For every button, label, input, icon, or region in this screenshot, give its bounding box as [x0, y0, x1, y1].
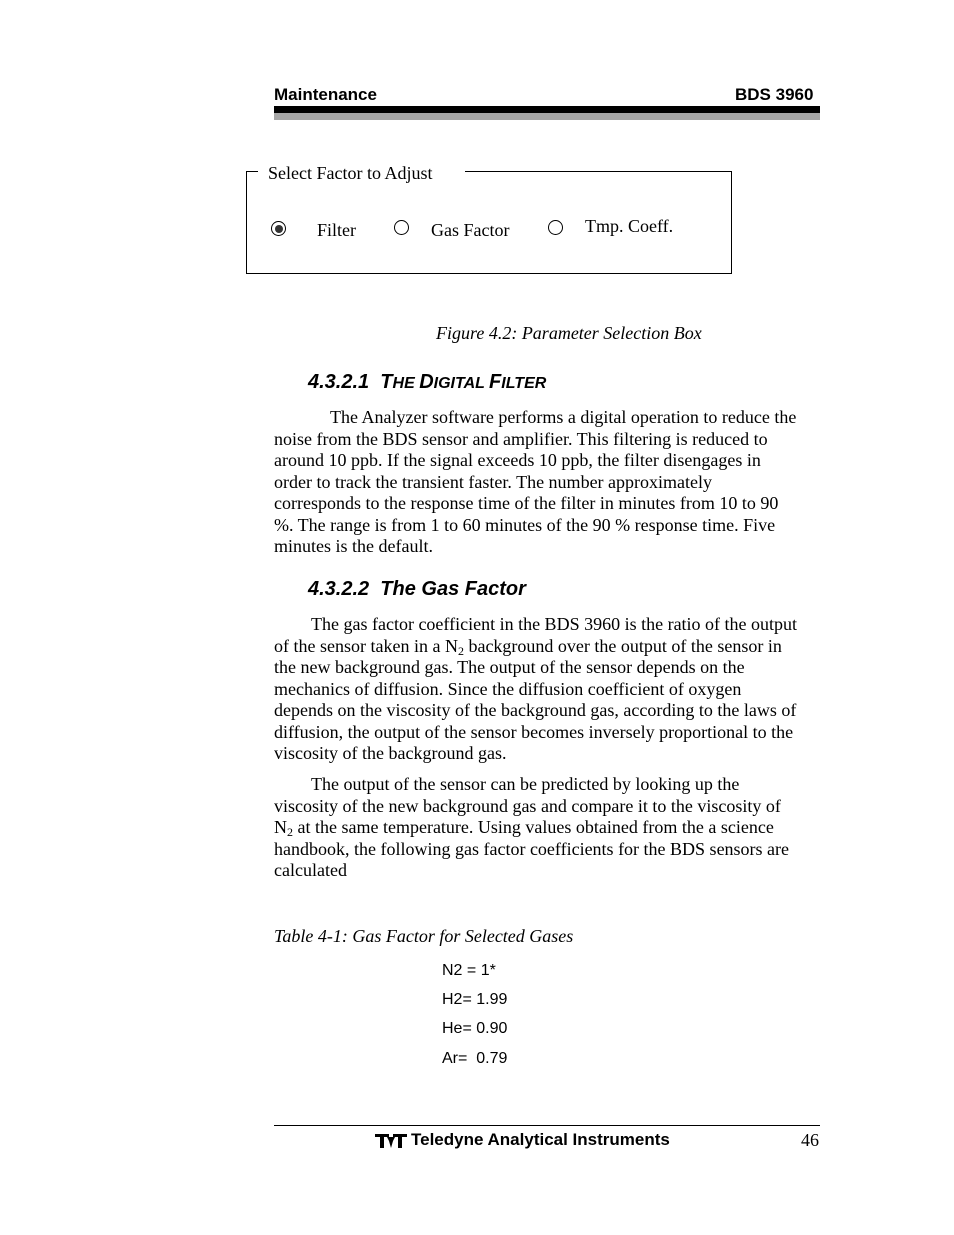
heading-part: D: [419, 371, 434, 393]
paragraph-line: depends on the viscosity of the background gas, according to the laws of: [274, 700, 797, 720]
paragraph-line: corresponds to the response time of the filter in minutes from 10 to 90: [274, 493, 779, 513]
paragraph-line: The gas factor coefficient in the BDS 3960 is the ratio of the output: [311, 614, 798, 634]
header-model: BDS 3960: [735, 85, 814, 104]
paragraph-line: viscosity of the background gas.: [274, 743, 507, 763]
paragraph-line: [274, 636, 822, 658]
paragraph-line: viscosity of the new background gas and compare it to the viscosity of: [274, 795, 781, 816]
paragraph-line: handbook, the following gas factor coefficients for the BDS sensors are: [274, 838, 790, 859]
paragraph-line: [274, 817, 822, 839]
teledyne-logo-icon: [374, 1131, 408, 1151]
footer-company: Teledyne Analytical Instruments: [411, 1130, 670, 1149]
table-row: He= 0.90: [442, 1020, 508, 1037]
figure-caption: Figure 4.2: Parameter Selection Box: [436, 323, 702, 343]
gas-factor-radio-label: Gas Factor: [431, 220, 510, 240]
section-number: 4.3.2.2: [308, 578, 370, 600]
selection-box-title: Select Factor to Adjust: [258, 162, 465, 184]
paragraph-line: noise from the BDS sensor and amplifier. This filtering is reduced to: [274, 428, 768, 449]
subscript: 2: [287, 825, 293, 839]
heading-part: F: [489, 371, 502, 393]
header-rule-shadow: [274, 113, 820, 120]
paragraph-line: order to track the transient faster. The number approximately: [274, 471, 713, 492]
section-title: The Gas Factor: [380, 578, 526, 600]
heading-part: IGITAL: [433, 375, 490, 392]
table-caption: Table 4-1: Gas Factor for Selected Gases: [274, 926, 574, 946]
table-row: Ar= 0.79: [442, 1050, 508, 1067]
text-run: at the same temperature. Using values obtained from the a science: [293, 817, 774, 837]
text-run: background over the output of the sensor in: [463, 635, 782, 656]
paragraph-line: the new background gas. The output of the sensor depends on the: [274, 657, 745, 677]
paragraph-line: The output of the sensor can be predicted by looking up the: [311, 774, 740, 794]
tmp-coeff-radio-label: Tmp. Coeff.: [585, 216, 674, 236]
header-section-title: Maintenance: [274, 85, 377, 104]
paragraph-line: diffusion, the output of the sensor becomes inversely proportional to the: [274, 721, 794, 742]
paragraph-line: around 10 ppb. If the signal exceeds 10 ppb, the filter disengages in: [274, 450, 761, 470]
section-heading-digital-filter: [308, 371, 546, 394]
gas-factor-radio[interactable]: [394, 220, 409, 235]
heading-part: HE: [392, 375, 420, 392]
gas-factor-paragraph-1: [274, 614, 822, 765]
gas-factor-paragraph-2: [274, 774, 822, 882]
paragraph-line: The Analyzer software performs a digital operation to reduce the: [330, 407, 797, 427]
section-heading-gas-factor: [308, 578, 526, 601]
filter-radio-label: Filter: [317, 220, 356, 240]
page-number: 46: [801, 1130, 819, 1150]
paragraph-line: mechanics of diffusion. Since the diffusion coefficient of oxygen: [274, 678, 742, 699]
digital-filter-paragraph: [274, 407, 822, 558]
text-run: N: [274, 817, 287, 837]
footer-rule: [274, 1125, 820, 1126]
text-run: of the sensor taken in a N: [274, 635, 458, 656]
header-rule: [274, 106, 820, 113]
table-row: H2= 1.99: [442, 991, 508, 1008]
tmp-coeff-radio[interactable]: [548, 220, 563, 235]
paragraph-line: calculated: [274, 860, 347, 880]
heading-part: ILTER: [501, 375, 547, 392]
table-row: N2 = 1*: [442, 962, 496, 979]
paragraph-line: %. The range is from 1 to 60 minutes of the 90 % response time. Five: [274, 514, 776, 535]
section-number: 4.3.2.1: [308, 371, 370, 393]
filter-radio[interactable]: [271, 221, 286, 236]
subscript: 2: [457, 643, 464, 658]
paragraph-line: minutes is the default.: [274, 536, 433, 556]
heading-part: T: [380, 371, 393, 393]
